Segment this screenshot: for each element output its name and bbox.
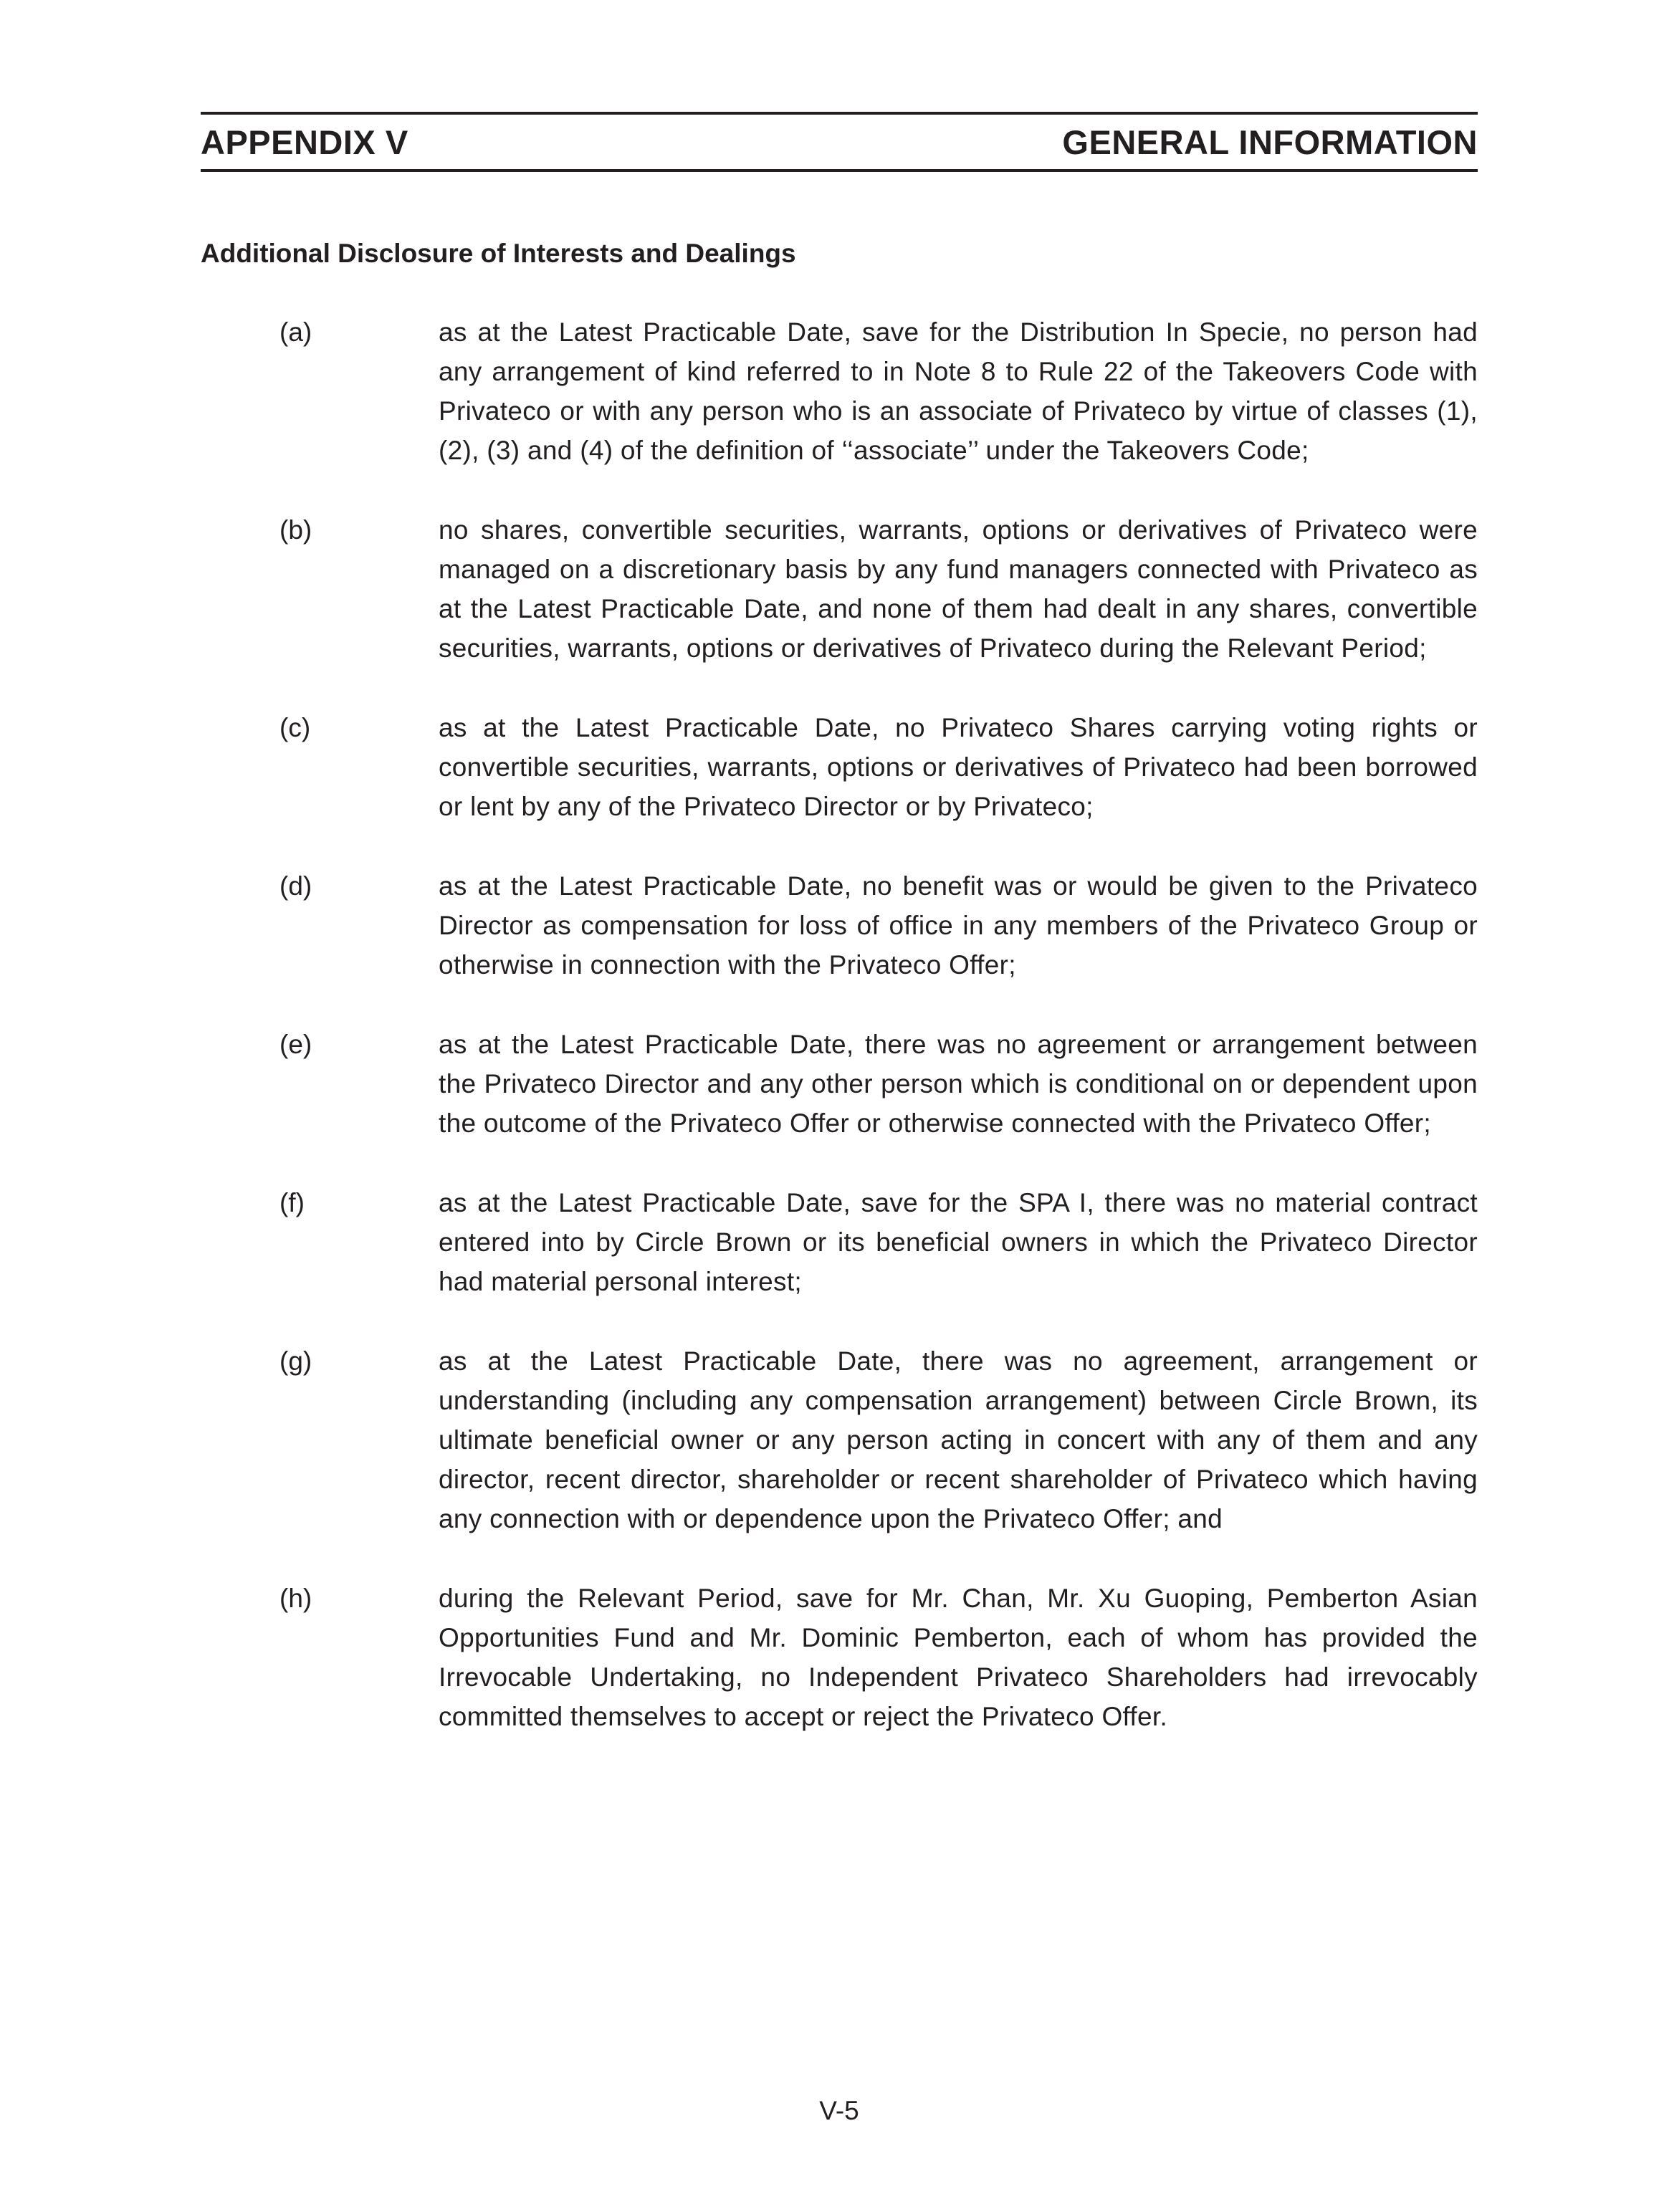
- item-text: as at the Latest Practicable Date, save for the SPA I, there was no material contract entered into by Circle Brown or its beneficial owners in which the Privateco Director had material personal interest;: [439, 1188, 1478, 1296]
- item-text: as at the Latest Practicable Date, no benefit was or would be given to the Privateco Director as compensation for loss of office in any members of the Privateco Group or otherwise in connection with the Privateco Offer;: [439, 871, 1478, 980]
- item-label: (f): [279, 1188, 305, 1217]
- disclosure-item-e: [279, 1025, 1478, 1143]
- disclosure-item-c: [279, 708, 1478, 826]
- disclosure-item-a: [279, 312, 1478, 470]
- disclosure-item-d: [279, 866, 1478, 985]
- disclosure-list: [279, 312, 1478, 1776]
- item-label: (a): [279, 317, 312, 347]
- header-top-rule: [201, 112, 1478, 115]
- appendix-title: APPENDIX V: [201, 123, 408, 161]
- running-header: [201, 118, 1478, 166]
- header-bottom-rule: [201, 169, 1478, 172]
- item-label: (b): [279, 515, 312, 545]
- item-text: during the Relevant Period, save for Mr. Chan, Mr. Xu Guoping, Pemberton Asian Opportunities Fund and Mr. Dominic Pemberton, each of whom has provided the Irrevocable Undertaking, no Independent Privateco Shareholders had irrevocably committed themselves to accept or reject the Privateco Offer.: [439, 1584, 1478, 1731]
- item-text: as at the Latest Practicable Date, save for the Distribution In Specie, no person had any arrangement of kind referred to in Note 8 to Rule 22 of the Takeovers Code with Privateco or with any person who is an associate of Privateco by virtue of classes (1), (2), (3) and (4) of the definition of ‘‘associate’’ under the Takeovers Code;: [439, 317, 1478, 465]
- item-text: as at the Latest Practicable Date, there was no agreement, arrangement or understanding (including any compensation arrangement) between Circle Brown, its ultimate beneficial owner or any person acting in concert with any of them and any director, recent director, shareholder or recent shareholder of Privateco which having any connection with or dependence upon the Privateco Offer; and: [439, 1346, 1478, 1533]
- item-label: (g): [279, 1346, 312, 1376]
- document-page: [201, 0, 1478, 2212]
- section-category-title: GENERAL INFORMATION: [1062, 123, 1478, 161]
- disclosure-item-f: [279, 1183, 1478, 1301]
- section-heading: Additional Disclosure of Interests and Dealings: [201, 239, 796, 268]
- item-text: no shares, convertible securities, warrants, options or derivatives of Privateco were managed on a discretionary basis by any fund managers connected with Privateco as at the Latest Practicable Date, and none of them had dealt in any shares, convertible securities, warrants, options or derivatives of Privateco during the Relevant Period;: [439, 515, 1478, 663]
- item-label: (c): [279, 713, 311, 742]
- item-label: (e): [279, 1030, 312, 1059]
- disclosure-item-h: [279, 1579, 1478, 1736]
- item-label: (h): [279, 1584, 312, 1613]
- item-text: as at the Latest Practicable Date, no Privateco Shares carrying voting rights or convertible securities, warrants, options or derivatives of Privateco had been borrowed or lent by any of the Privateco Director or by Privateco;: [439, 713, 1478, 821]
- page-number: V-5: [819, 2096, 859, 2125]
- item-label: (d): [279, 871, 312, 901]
- disclosure-item-b: [279, 510, 1478, 668]
- disclosure-item-g: [279, 1341, 1478, 1538]
- item-text: as at the Latest Practicable Date, there was no agreement or arrangement between the Privateco Director and any other person which is conditional on or dependent upon the outcome of the Privateco Offer or otherwise connected with the Privateco Offer;: [439, 1030, 1478, 1138]
